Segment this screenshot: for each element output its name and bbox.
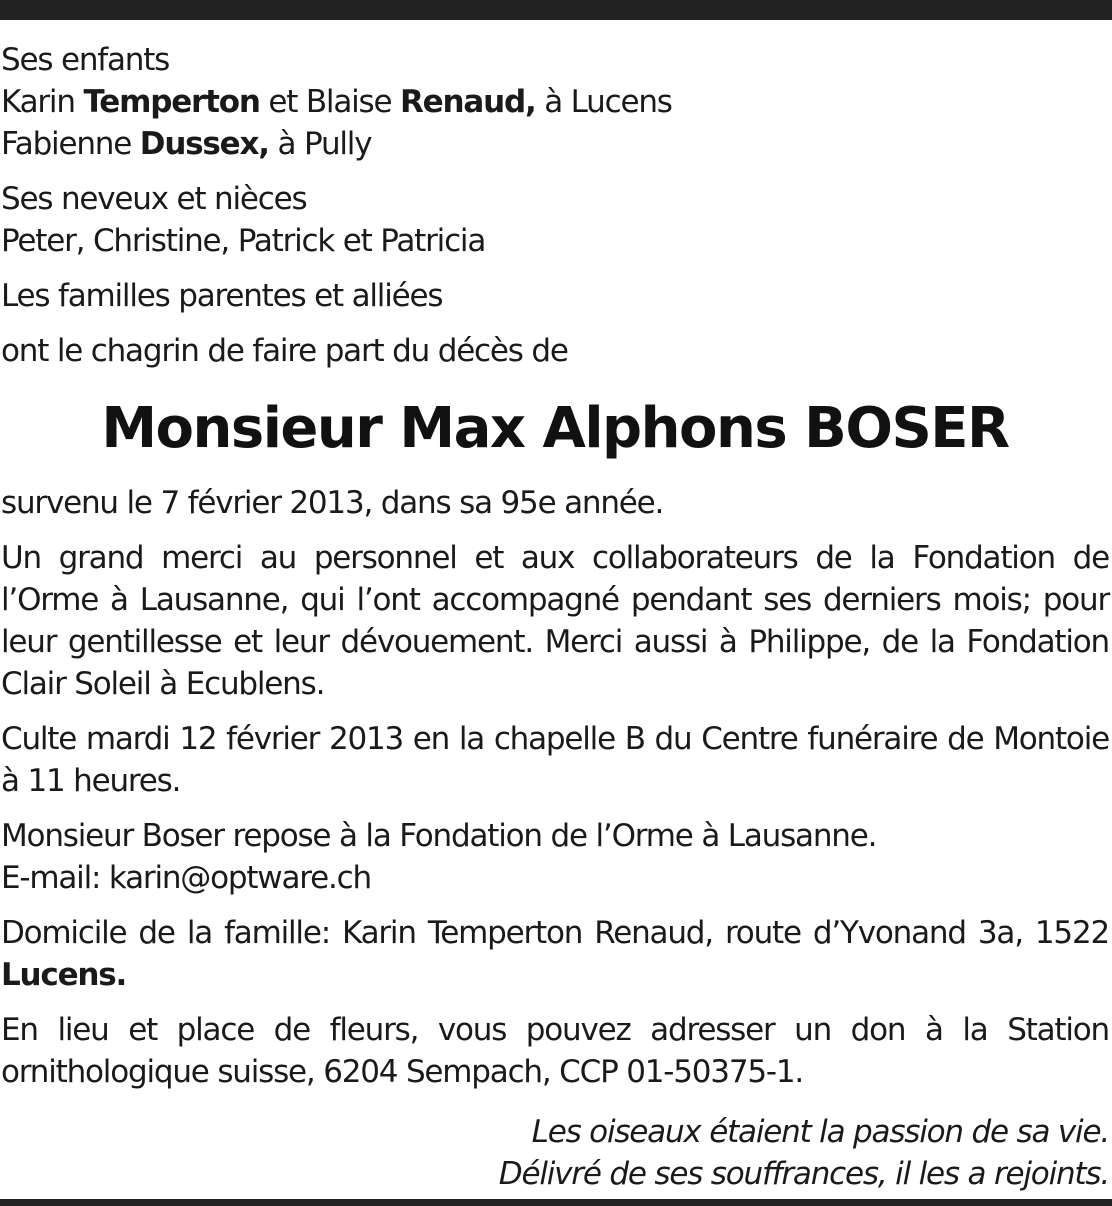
announcement-line: ont le chagrin de faire part du décès de xyxy=(1,333,568,369)
child2-place: à Pully xyxy=(277,126,372,162)
domicile-town: Lucens. xyxy=(1,957,127,993)
child2-first-name: Fabienne xyxy=(1,126,132,162)
families-line: Les familles parentes et alliées xyxy=(1,278,443,314)
nephews-section xyxy=(1,178,1109,262)
nephews-heading: Ses neveux et nièces xyxy=(1,181,307,217)
service-paragraph: Culte mardi 12 février 2013 en la chapelle B du Centre funéraire de Montoie à 11 heures. xyxy=(1,721,1109,799)
child-line-karin xyxy=(1,81,1109,123)
rest-line: Monsieur Boser repose à la Fondation de l’Orme à Lausanne. xyxy=(1,818,877,854)
deceased-name: Monsieur Max Alphons BOSER xyxy=(101,396,1009,461)
obituary-notice xyxy=(1,39,1109,1195)
domicile-paragraph xyxy=(1,912,1109,996)
closing-line-1: Les oiseaux étaient la passion de sa vie. xyxy=(531,1114,1109,1150)
death-line: survenu le 7 février 2013, dans sa 95e année. xyxy=(1,485,664,521)
children-heading: Ses enfants xyxy=(1,42,170,78)
thanks-paragraph: Un grand merci au personnel et aux collaborateurs de la Fondation de l’Orme à Lausanne, qui l’ont accompagné pendant ses derniers mois; pour leur gentillesse et leur dévouement. Merci aussi à Philippe, de la Fondation Clair Soleil à Ecublens. xyxy=(1,540,1109,702)
child-line-fabienne xyxy=(1,123,1109,165)
child1-conjunction: et Blaise xyxy=(268,84,392,120)
child1-spouse-last-name: Renaud, xyxy=(400,84,536,120)
child1-last-name: Temperton xyxy=(83,84,260,120)
child1-place: à Lucens xyxy=(544,84,672,120)
closing-verse xyxy=(1,1111,1109,1195)
nephews-names: Peter, Christine, Patrick et Patricia xyxy=(1,223,486,259)
donation-paragraph: En lieu et place de fleurs, vous pouvez adresser un don à la Station ornithologique suisse, 6204 Sempach, CCP 01-50375-1. xyxy=(1,1012,1109,1090)
closing-line-2: Délivré de ses souffrances, il les a rejoints. xyxy=(498,1156,1109,1192)
bottom-rule xyxy=(0,1199,1112,1206)
rest-section xyxy=(1,815,1109,899)
top-rule xyxy=(0,0,1112,20)
child2-last-name: Dussex, xyxy=(139,126,269,162)
domicile-text: Domicile de la famille: Karin Temperton Renaud, route d’Yvonand 3a, 1522 xyxy=(1,915,1109,951)
child1-first-name: Karin xyxy=(1,84,75,120)
email-line: E-mail: karin@optware.ch xyxy=(1,860,371,896)
children-section xyxy=(1,39,1109,165)
